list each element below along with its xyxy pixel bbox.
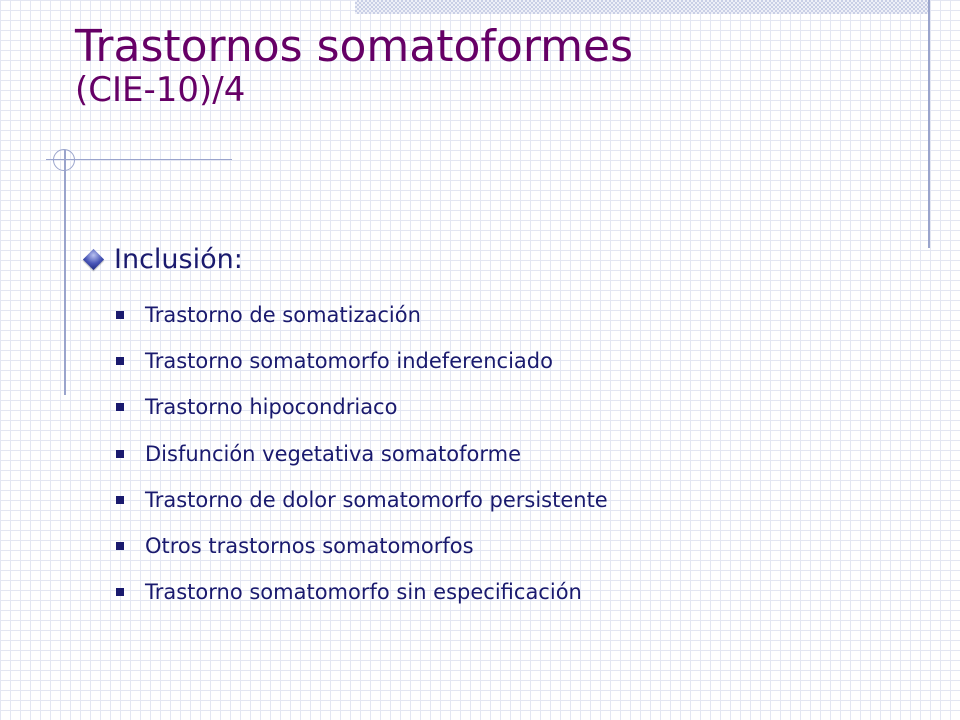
list-item-text: Trastorno de dolor somatomorfo persistente	[145, 487, 608, 512]
square-bullet-icon	[116, 311, 124, 319]
corner-circle-ornament	[53, 149, 75, 171]
list-item-text: Trastorno somatomorfo sin especificación	[145, 580, 582, 605]
square-bullet-icon	[116, 542, 124, 550]
right-vertical-rule	[928, 0, 930, 248]
square-bullet-icon	[116, 450, 124, 458]
diamond-bullet-icon	[83, 249, 104, 270]
list-item-text: Disfunción vegetativa somatoforme	[145, 441, 521, 466]
square-bullet-icon	[116, 496, 124, 504]
list-item	[116, 292, 608, 338]
list-item-text: Otros trastornos somatomorfos	[145, 534, 474, 559]
list-item	[116, 477, 608, 523]
square-bullet-icon	[116, 588, 124, 596]
section-heading	[80, 244, 243, 275]
list-item-text: Trastorno de somatización	[145, 303, 421, 328]
slide-title-subtitle: (CIE-10)/4	[75, 70, 246, 111]
list-item-text: Trastorno hipocondriaco	[145, 395, 398, 420]
left-vertical-rule	[64, 150, 66, 395]
slide-title-main: Trastornos somatoformes	[75, 21, 634, 72]
list-item	[116, 338, 608, 384]
inclusion-list	[116, 292, 608, 615]
list-item	[116, 384, 608, 430]
slide-title	[75, 22, 633, 109]
title-band-decoration	[355, 0, 930, 14]
list-item	[116, 523, 608, 569]
list-item	[116, 431, 608, 477]
section-label: Inclusión:	[114, 244, 243, 275]
square-bullet-icon	[116, 403, 124, 411]
list-item	[116, 569, 608, 615]
square-bullet-icon	[116, 357, 124, 365]
list-item-text: Trastorno somatomorfo indeferenciado	[145, 349, 553, 374]
